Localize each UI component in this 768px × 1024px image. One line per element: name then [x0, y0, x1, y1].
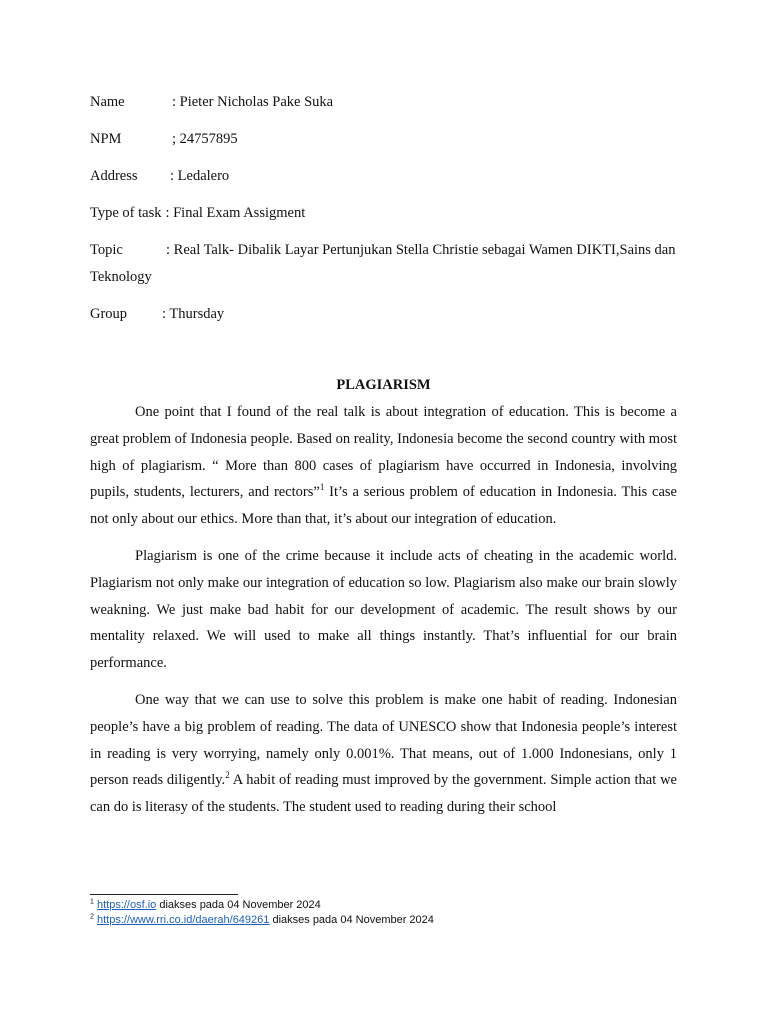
- paragraph-3: [90, 687, 677, 821]
- footnote-2-number: 2: [90, 913, 94, 921]
- group-label: Group: [90, 306, 128, 322]
- task-type-field: [90, 200, 677, 227]
- paragraph-3-text-a: One way that we can use to solve this problem is make one habit of reading. Indonesian people’s have a big problem of reading. The data of UNESCO show that Indonesia people’s interest in reading is very worrying, namely only 0.001%. That means, out of 1.000 Indonesians, only 1 person reads diligently.: [90, 691, 677, 789]
- footnote-ref-1[interactable]: 1: [319, 482, 325, 493]
- essay-title: PLAGIARISM: [336, 377, 431, 393]
- paragraph-1-text-a: One point that I found of the real talk is about integration of education. This is become a great problem of Indonesia people. Based on reality, Indonesia become the second country with most high of plagiarism. “ More than 800 cases of plagiarism have occurred in Indonesia, involving pupils, students, lecturers, and rectors”: [90, 404, 677, 501]
- name-value: : Pieter Nicholas Pake Suka: [172, 94, 334, 110]
- document-body: [90, 89, 677, 831]
- npm-field: [90, 126, 677, 153]
- topic-label: Topic: [90, 242, 123, 258]
- paragraph-1-text-b: It’s a serious problem of education in Indonesia. This case not only about our ethics. More than that, it’s about our integration of education.: [90, 484, 677, 528]
- footnote-1-text: diakses pada 04 November 2024: [156, 899, 321, 911]
- footnote-1-number: 1: [90, 898, 94, 906]
- footnote-1: [90, 898, 677, 913]
- group-field: [90, 301, 677, 328]
- address-label: Address: [90, 168, 138, 184]
- npm-label: NPM: [90, 131, 122, 147]
- task-type-label: Type of task: [90, 205, 162, 221]
- address-field: [90, 163, 677, 190]
- paragraph-3-text-b: A habit of reading must improved by the government. Simple action that we can do is literasy of the students. The student used to reading during their school: [90, 772, 677, 816]
- group-value: : Thursday: [162, 306, 225, 322]
- name-field: [90, 89, 677, 116]
- footnote-ref-2[interactable]: 2: [225, 770, 230, 781]
- footnote-2-text: diakses pada 04 November 2024: [269, 914, 434, 926]
- task-type-value: : Final Exam Assigment: [165, 205, 306, 221]
- footnotes-section: [90, 894, 677, 928]
- topic-field: [90, 237, 677, 291]
- footnote-2-link[interactable]: https://www.rri.co.id/daerah/649261: [96, 914, 270, 926]
- footnote-1-link[interactable]: https://osf.io: [96, 899, 157, 911]
- paragraph-1: [90, 399, 677, 533]
- topic-value: : Real Talk- Dibalik Layar Pertunjukan Stella Christie sebagai Wamen DIKTI,Sains dan Teknology: [90, 242, 676, 285]
- name-label: Name: [90, 94, 125, 110]
- paragraph-2: Plagiarism is one of the crime because it include acts of cheating in the academic world. Plagiarism not only make our integration of education so low. Plagiarism also make our brain slowly weakning. We just make bad habit for our development of academic. The result shows by our mentality relaxed. We will used to make all things instantly. That’s influential for our brain performance.: [90, 547, 677, 672]
- npm-value: ; 24757895: [172, 131, 238, 147]
- footnote-2: [90, 913, 677, 928]
- address-value: : Ledalero: [170, 168, 230, 184]
- footnote-separator: [90, 894, 238, 895]
